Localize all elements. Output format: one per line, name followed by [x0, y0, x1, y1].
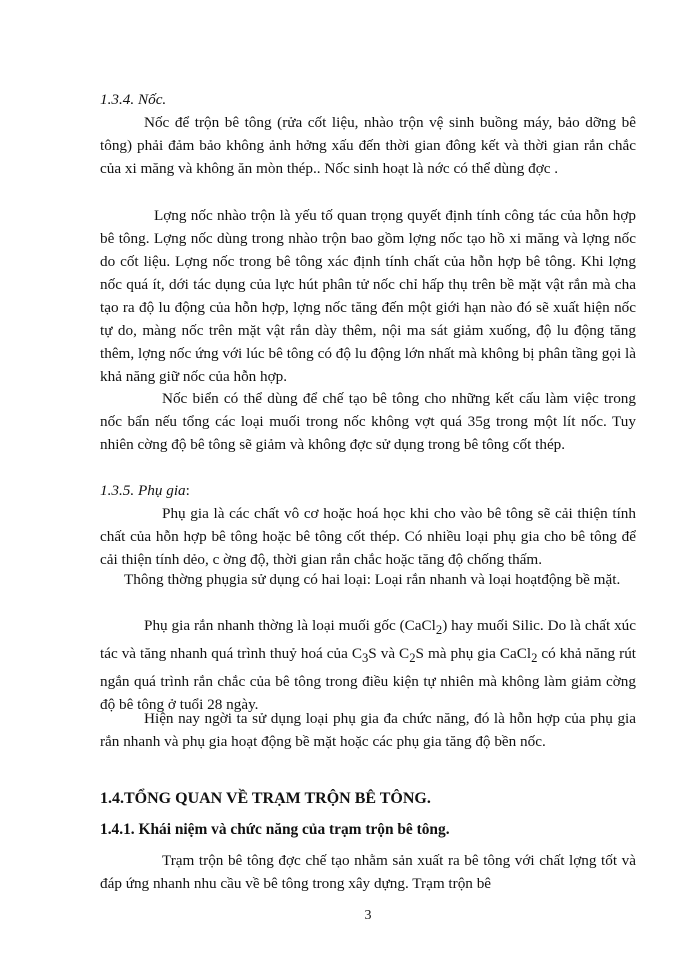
text-run: S mà phụ gia CaCl — [415, 645, 532, 663]
page-number: 3 — [364, 908, 372, 923]
section-1-4-1-heading: 1.4.1. Khái niệm và chức năng của trạm trộn bê tông. — [100, 821, 450, 838]
text-run: Phụ gia rắn nhanh thờng là loại muối gốc (CaCl — [144, 617, 436, 634]
text-run: S và C — [368, 645, 410, 663]
paragraph-sea-water: Nốc biển có thể dùng để chế tạo bê tông cho những kết cấu làm việc trong nốc bẩn nếu tổng các loại muối trong nốc không vợt quá 35g trong một lít nốc. Tuy nhiên cờng độ bê tông sẽ giảm và không đợc sử dụng trong bê tông cốt thép. — [100, 390, 636, 453]
section-1-4-heading: 1.4.TỔNG QUAN VỀ TRẠM TRỘN BÊ TÔNG. — [100, 790, 431, 807]
paragraph-fast-hardening-additive — [100, 614, 636, 716]
paragraph-mixing-plant-definition: Trạm trộn bê tông đợc chế tạo nhằm sản xuất ra bê tông với chất lợng tốt và đáp ứng nhanh nhu cầu về bê tông trong xây dựng. Trạm trộn bê — [100, 852, 636, 892]
subscript: 3 — [361, 651, 369, 666]
section-1-3-5-colon: : — [185, 482, 190, 499]
paragraph-additive-types: Thông thờng phụgia sử dụng có hai loại: Loại rắn nhanh và loại hoạtđộng bề mặt. — [124, 571, 621, 588]
section-1-3-5-heading — [100, 479, 580, 502]
subscript: 2 — [435, 623, 443, 638]
paragraph-additive-definition: Phụ gia là các chất vô cơ hoặc hoá học khi cho vào bê tông sẽ cải thiện tính chất của hỗn hợp bê tông hoặc bê tông cốt thép. Có nhiều loại phụ gia cho bê tông để cải thiện tính dẻo, c ờng độ, thời gian rắn chắc hoặc tăng độ chống thấm. — [100, 505, 636, 568]
paragraph-water-quantity: Lợng nốc nhào trộn là yếu tố quan trọng quyết định tính công tác của hỗn hợp bê tông. Lợng nốc dùng trong nhào trộn bao gồm lợng nốc tạo hồ xi măng và lợng nốc do cốt liệu. Lợng nốc trong bê tông xác định tính chất của hỗn hợp bê tông. Khi lợng nốc quá ít, dới tác dụng của lực hút phân tử nốc chỉ hấp thụ trên bề mặt vật rắn mà cha tạo ra độ lu động của hỗn hợp, lợng nốc tăng đến một giới hạn nào đó sẽ xuất hiện nốc tự do, màng nốc trên mặt vật rắn dày thêm, nội ma sát giảm xuống, độ lu động tăng thêm, lợng nốc ứng với lúc bê tông có độ lu động lớn nhất mà không bị phân tầng gọi là khả năng giữ nốc của hỗn hợp. — [100, 207, 636, 385]
paragraph-water-requirements: Nốc để trộn bê tông (rửa cốt liệu, nhào trộn vệ sinh buồng máy, bảo dỡng bê tông) phải đảm bảo không ảnh hởng xấu đến thời gian đông kết và thời gian rắn chắc của xi măng và không ăn mòn thép.. Nốc sinh hoạt là nớc có thể dùng đợc . — [100, 114, 636, 177]
text-run: có khả năng rút ngắn quá trình rắn chắc của bê tông trong điều kiện tự nhiên mà không làm giảm cờng độ bê tông ở tuổi 28 ngày. — [100, 645, 637, 714]
subscript: 2 — [531, 651, 538, 666]
section-1-3-4-heading: 1.3.4. Nốc. — [100, 91, 167, 108]
section-1-3-5-title: 1.3.5. Phụ gia — [100, 482, 186, 499]
subscript: 2 — [409, 651, 416, 666]
paragraph-multifunction-additive: Hiện nay ngời ta sử dụng loại phụ gia đa chức năng, đó là hỗn hợp của phụ gia rắn nhanh và phụ gia hoạt động bề mặt hoặc các phụ gia tăng độ bền nốc. — [100, 710, 636, 750]
text-run: ) hay muối Silic. Do là chất xúc tác và tăng nhanh quá trình thuỷ hoá của C — [100, 617, 636, 663]
